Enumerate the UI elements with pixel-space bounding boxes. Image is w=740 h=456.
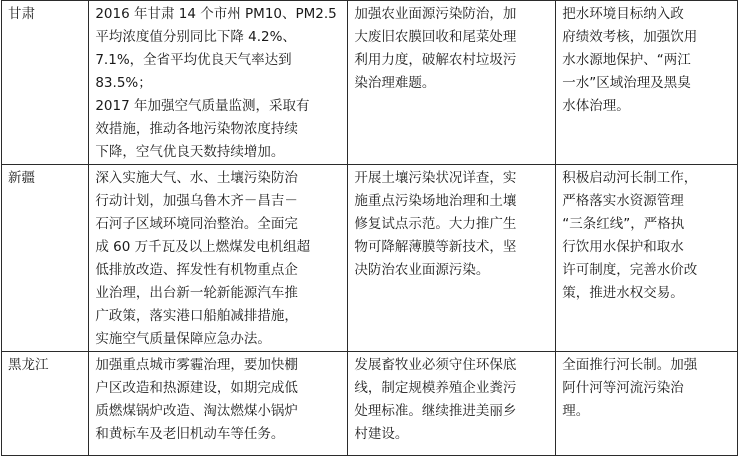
soil-measures-cell [348, 165, 556, 352]
water-measures-text: 把水环境目标纳入政 府绩效考核，加强饮用 水水源地保护、“两江 一水”区域治理及黑臭 水体治理。 [562, 6, 698, 114]
soil-measures-text: 加强农业面源污染防治，加 大废旧农膜回收和尾菜处理 利用力度，破解农村垃圾污 染治理难题。 [354, 6, 517, 91]
air-measures-cell [89, 352, 348, 456]
water-measures-text: 全面推行河长制。加强 阿什河等河流污染治 理。 [562, 357, 698, 419]
table-row [2, 165, 738, 352]
province-cell [2, 1, 89, 165]
water-measures-cell [556, 1, 738, 165]
table-row [2, 1, 738, 165]
province-cell [2, 352, 89, 456]
air-measures-cell [89, 1, 348, 165]
soil-measures-cell [348, 1, 556, 165]
soil-measures-text: 开展土壤污染状况详查，实 施重点污染场地治理和土壤 修复试点示范。大力推广生 物可降解薄膜等新技术，坚 决防治农业面源污染。 [354, 170, 517, 278]
air-measures-text: 加强重点城市雾霾治理，要加快棚 户区改造和热源建设，如期完成低 质燃煤锅炉改造、淘汰燃煤小锅炉 和黄标车及老旧机动车等任务。 [95, 357, 298, 442]
soil-measures-cell [348, 352, 556, 456]
policy-table [1, 0, 738, 456]
province-cell [2, 165, 89, 352]
table-row [2, 352, 738, 456]
province-name: 新疆 [8, 170, 35, 186]
province-name: 甘肃 [8, 6, 35, 22]
province-name: 黑龙江 [8, 357, 49, 373]
air-measures-cell [89, 165, 348, 352]
water-measures-cell [556, 165, 738, 352]
water-measures-cell [556, 352, 738, 456]
soil-measures-text: 发展畜牧业必须守住环保底 线，制定规模养殖企业粪污 处理标准。继续推进美丽乡 村建设。 [354, 357, 517, 442]
water-measures-text: 积极启动河长制工作， 严格落实水资源管理 “三条红线”，严格执 行饮用水保护和取水 许可制度，完善水价改 策，推进水权交易。 [562, 170, 698, 301]
air-measures-text: 深入实施大气、水、土壤污染防治 行动计划，加强乌鲁木齐－昌吉－ 石河子区域环境同治整治。全面完 成 60 万千瓦及以上燃煤发电机组超 低排放改造、挥发性有机物重点企 业治理，出台新一轮新能源汽车推 广政策，落实港口船舶减排措施， 实施空气质量保障应急办法。 [95, 170, 311, 347]
air-measures-text: 2016 年甘肃 14 个市州 PM10、PM2.5 平均浓度值分别同比下降 4.2%、 7.1%，全省平均优良天气率达到 83.5%； 2017 年加强空气质量监测，采取有 效措施，推动各地污染物浓度持续 下降，空气优良天数持续增加。 [95, 6, 337, 160]
